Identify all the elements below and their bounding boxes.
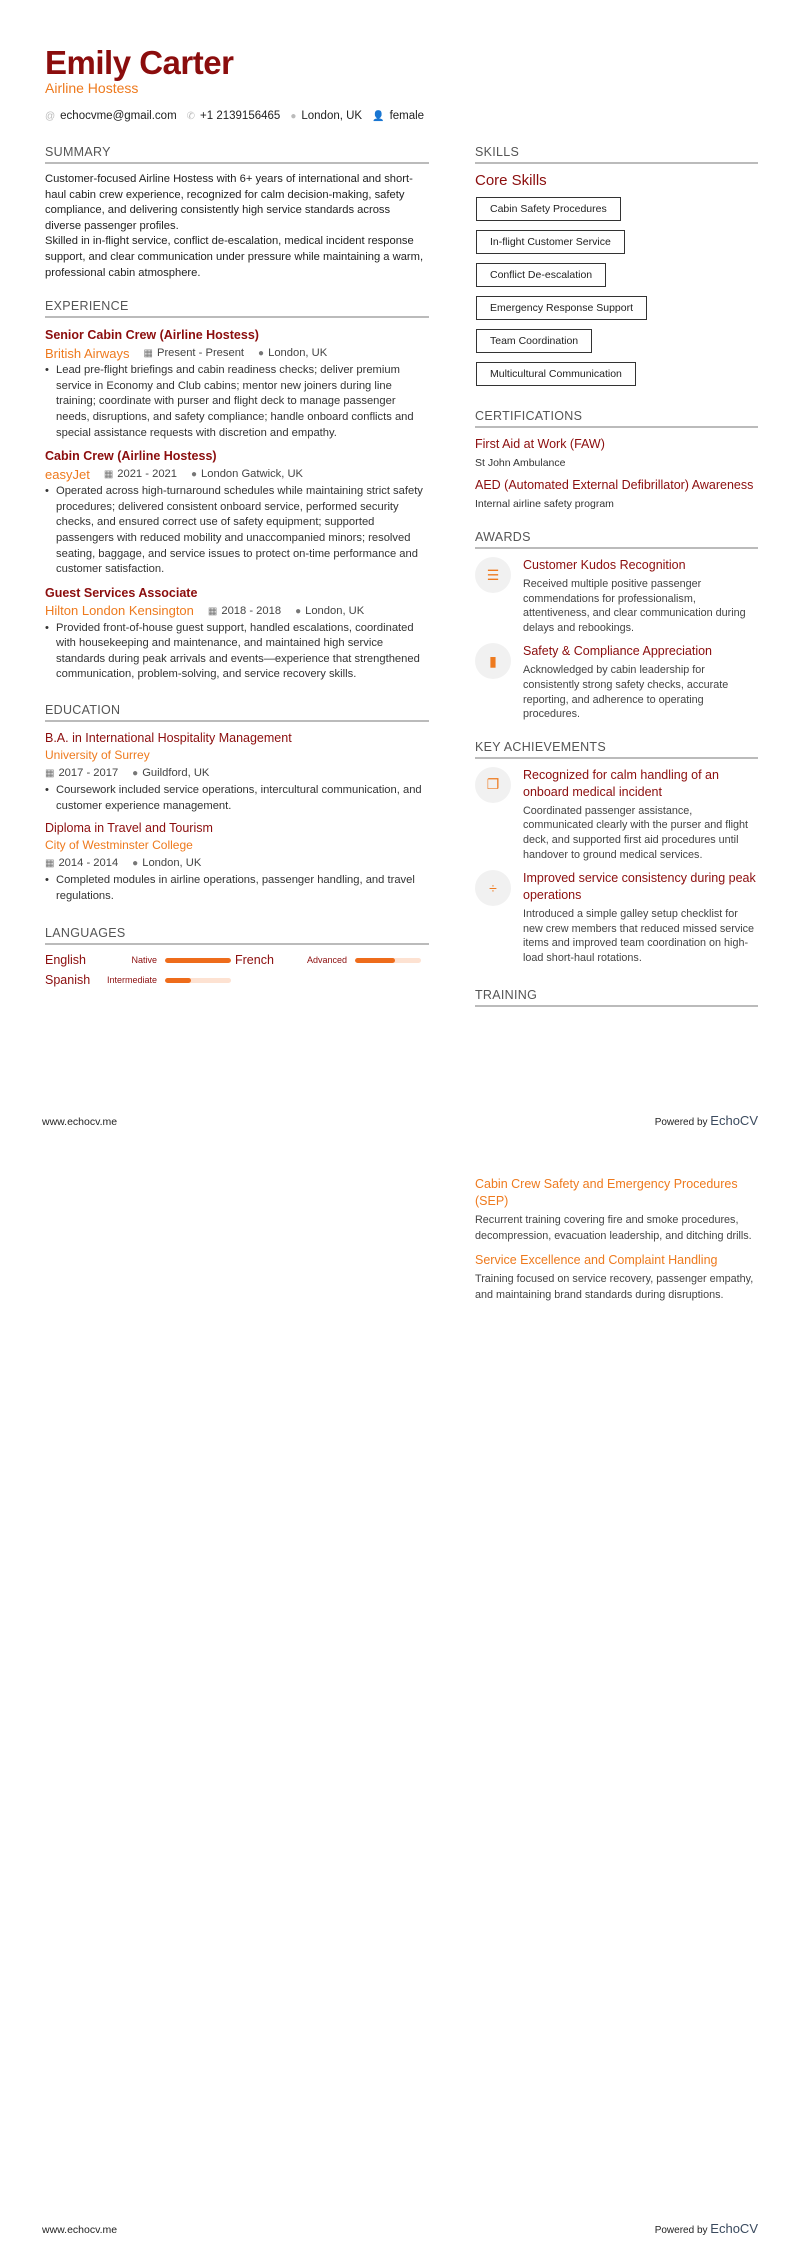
training-title: Service Excellence and Complaint Handling (475, 1253, 718, 1267)
skill-tag: Conflict De-escalation (476, 263, 606, 287)
job-position: Senior Cabin Crew (Airline Hostess) (45, 328, 259, 343)
language-bar-fill (355, 958, 395, 963)
certification-item (475, 436, 758, 471)
calendar-icon: ▦ (45, 858, 55, 870)
candidate-name: Emily Carter (45, 44, 234, 81)
coins-icon: ☰ (475, 557, 511, 593)
awards-desc: Received multiple positive passenger commendations for professionalism, attentiveness, and clear communication during delays and rebookings. (523, 578, 746, 634)
edu-location: London, UK (142, 857, 202, 870)
awards-desc: Acknowledged by cabin leadership for consistently strong safety checks, accurate reporting, and adherence to operating procedures. (523, 664, 729, 721)
skill-group-title: Core Skills (475, 172, 547, 189)
job-location: London, UK (305, 604, 365, 617)
section-heading: SUMMARY (45, 145, 429, 164)
summary-section (45, 145, 429, 281)
job-title: Airline Hostess (45, 80, 139, 96)
section-heading: KEY ACHIEVEMENTS (475, 740, 758, 759)
certification-name: First Aid at Work (FAW) (475, 437, 605, 451)
experience-item (45, 447, 429, 578)
degree: Diploma in Travel and Tourism (45, 821, 213, 836)
experience-item (45, 584, 429, 683)
awards-section (475, 530, 758, 722)
powered-by: Powered by EchoCV (654, 2221, 758, 2236)
language-name: English (45, 953, 86, 968)
page-2 (0, 1123, 794, 2246)
certification-issuer: St John Ambulance (475, 457, 566, 469)
training-desc: Training focused on service recovery, passenger empathy, and maintaining brand standards during disruptions. (475, 1273, 754, 1301)
language-bar (355, 958, 421, 963)
edu-bullet: • Coursework included service operations, intercultural communication, and customer experience management. (45, 783, 429, 814)
calendar-icon: ▦ (45, 768, 55, 780)
phone-icon: ✆ (186, 111, 196, 122)
achievements-item (475, 870, 758, 965)
achievements-item (475, 767, 758, 862)
awards-item (475, 643, 758, 721)
achievements-desc: Coordinated passenger assistance, communicated clearly with the purser and flight deck, and supported first aid procedures until handover to ground medical services. (523, 804, 749, 861)
location-icon: ● (258, 348, 265, 360)
language-bar (165, 978, 231, 983)
footer-site[interactable]: www.echocv.me (42, 1116, 118, 1128)
certification-item (475, 477, 758, 512)
document-icon: ▮ (475, 643, 511, 679)
job-dates: 2021 - 2021 (117, 468, 177, 481)
language-bar (165, 958, 231, 963)
company-name: British Airways (45, 345, 130, 361)
achievements-section (475, 740, 758, 966)
school: University of Surrey (45, 748, 150, 763)
section-heading: EXPERIENCE (45, 299, 429, 318)
section-heading: AWARDS (475, 530, 758, 549)
school: City of Westminster College (45, 838, 193, 853)
edu-dates: 2014 - 2014 (58, 857, 119, 870)
language-level: Native (131, 955, 157, 966)
training-title: Cabin Crew Safety and Emergency Procedures (SEP) (475, 1177, 738, 1208)
contact-gender: 👤 female (372, 110, 425, 122)
at-icon: @ (45, 111, 56, 122)
divide-icon: ÷ (475, 870, 511, 906)
calendar-icon: ▦ (143, 348, 153, 360)
skill-tag: Emergency Response Support (476, 296, 647, 320)
summary-text: Customer-focused Airline Hostess with 6+ years of international and short-haul cabin crew experience, recognized for calm decision-making, safety compliance, and delivering consistently high service standards across diverse passenger profiles. (45, 173, 413, 232)
edu-bullet: • Completed modules in airline operations, passenger handling, and travel regulations. (45, 873, 429, 904)
company-name: easyJet (45, 466, 90, 482)
right-column (475, 145, 758, 1025)
job-location: London, UK (268, 347, 328, 360)
language-item (235, 953, 425, 967)
job-dates: Present - Present (156, 347, 245, 360)
training-item (475, 1252, 758, 1303)
job-bullet: • Lead pre-flight briefings and cabin readiness checks; deliver premium service in Economy and Club cabins; mentor new joiners during line training; coordinate with purser and flight deck to manage passenger needs, disruptions, and safety compliance; handle onboard conflicts and special assistance requests with discretion and empathy. (45, 363, 429, 441)
location-icon: ● (132, 768, 139, 780)
certifications-section (475, 409, 758, 512)
edu-location: Guildford, UK (142, 767, 210, 780)
degree: B.A. in International Hospitality Management (45, 731, 292, 746)
section-heading: EDUCATION (45, 703, 429, 722)
job-bullet: • Provided front-of-house guest support, handled escalations, coordinated with housekeeping and maintenance, and maintained high service standards during peak arrivals and events—experience that strengthened communication, problem-solving, and service recovery skills. (45, 621, 429, 683)
summary-text: Skilled in in-flight service, conflict de-escalation, medical incident response support, and clear communication under pressure while maintaining a warm, professional cabin atmosphere. (45, 235, 424, 279)
experience-section (45, 299, 429, 683)
education-item (45, 820, 429, 904)
training-list (475, 1176, 758, 1311)
job-dates: 2018 - 2018 (221, 604, 282, 617)
contact-bar (45, 110, 424, 122)
section-heading: LANGUAGES (45, 926, 429, 945)
education-item (45, 730, 429, 814)
location-icon: ● (295, 605, 302, 617)
powered-by: Powered by EchoCV (654, 1113, 758, 1128)
left-column (45, 145, 429, 1005)
echocv-logo: EchoCV (710, 2221, 758, 2236)
location-icon: ● (290, 111, 297, 122)
echocv-logo: EchoCV (710, 1113, 758, 1128)
company-name: Hilton London Kensington (45, 603, 194, 619)
section-heading: SKILLS (475, 145, 758, 164)
certification-issuer: Internal airline safety program (475, 498, 614, 510)
section-heading: TRAINING (475, 988, 758, 1007)
skill-tag: Multicultural Communication (476, 362, 636, 386)
location-icon: ● (132, 858, 139, 870)
certification-name: AED (Automated External Defibrillator) Awareness (475, 478, 754, 492)
job-location: London Gatwick, UK (201, 468, 304, 481)
language-name: French (235, 953, 274, 968)
skill-tag: In-flight Customer Service (476, 230, 625, 254)
languages-section (45, 926, 429, 987)
achievements-title: Recognized for calm handling of an onboard medical incident (523, 767, 719, 799)
language-bar-fill (165, 978, 191, 983)
contact-email: @ echocvme@gmail.com (45, 110, 177, 122)
person-icon: 👤 (372, 111, 385, 122)
calendar-icon: ▦ (207, 605, 218, 617)
language-bar-fill (165, 958, 231, 963)
training-desc: Recurrent training covering fire and smoke procedures, decompression, evacuation leadership, and ditching drills. (475, 1214, 752, 1242)
files-icon: ❐ (475, 767, 511, 803)
section-heading: CERTIFICATIONS (475, 409, 758, 428)
location-icon: ● (190, 469, 198, 481)
training-item (475, 1176, 758, 1244)
language-item (45, 973, 235, 987)
awards-title: Safety & Compliance Appreciation (523, 644, 712, 659)
achievements-desc: Introduced a simple galley setup checklist for new crew members that reduced missed service items and improved team coordination on high-load short-haul rotations. (523, 908, 755, 964)
training-section (475, 988, 758, 1007)
calendar-icon: ▦ (103, 469, 114, 481)
awards-item (475, 557, 758, 635)
job-position: Cabin Crew (Airline Hostess) (45, 449, 217, 464)
skills-section (475, 145, 758, 391)
edu-dates: 2017 - 2017 (58, 767, 119, 780)
language-level: Advanced (306, 955, 347, 966)
skill-tag: Cabin Safety Procedures (476, 197, 621, 221)
experience-item (45, 326, 429, 441)
awards-title: Customer Kudos Recognition (523, 558, 686, 572)
job-position: Guest Services Associate (45, 585, 198, 600)
job-bullet: • Operated across high-turnaround schedules while maintaining strict safety procedures; delivered consistent onboard service, performed security checks, and ensured correct use of safety equipment; supported passengers with reduced mobility and unaccompanied minors; resolved seating, baggage, and service issues to protect on-time performance and customer satisfaction. (45, 484, 429, 578)
skill-tag: Team Coordination (476, 329, 592, 353)
education-section (45, 703, 429, 904)
language-item (45, 953, 235, 967)
language-level: Intermediate (106, 975, 157, 986)
contact-phone: ✆ +1 2139156465 (186, 110, 281, 122)
achievements-title: Improved service consistency during peak operations (523, 871, 756, 903)
footer-site[interactable]: www.echocv.me (42, 2224, 118, 2236)
contact-location: ● London, UK (290, 110, 363, 122)
language-name: Spanish (45, 973, 91, 988)
